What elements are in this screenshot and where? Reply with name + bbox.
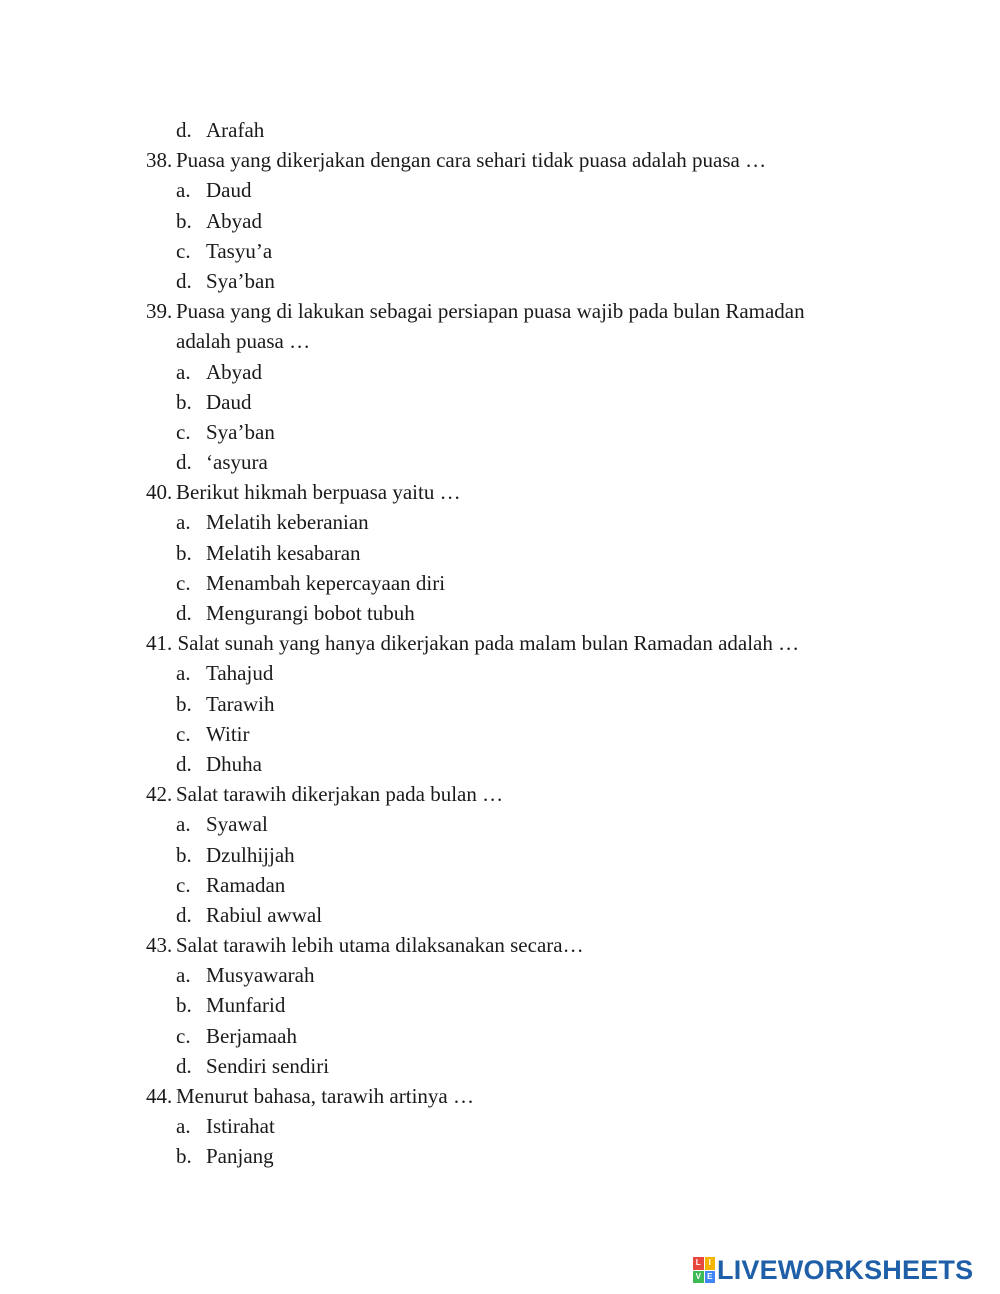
option-letter: d. [176,118,192,142]
question-text: Salat tarawih lebih utama dilaksanakan secara… [176,933,584,958]
logo-mark-letter: V [693,1271,704,1284]
option-letter: d. [176,902,192,927]
option-text: Syawal [206,812,268,837]
worksheet-page [0,115,1000,1172]
option-42-c [0,870,1000,900]
option-text: Melatih keberanian [206,510,369,535]
option-41-a [0,658,1000,688]
option-text: Tahajud [206,661,274,686]
option-39-b [0,387,1000,417]
question-number: 43. [146,933,173,958]
option-text: Sya’ban [206,268,275,293]
option-text: Dzulhijjah [206,842,295,867]
liveworksheets-logo[interactable] [693,1255,973,1285]
option-43-d [0,1051,1000,1081]
option-text: Berjamaah [206,1023,297,1048]
option-38-c [0,236,1000,266]
option-41-c [0,719,1000,749]
option-text: Tarawih [206,691,275,716]
question-number: 44. [146,1084,173,1108]
option-letter: a. [176,359,191,384]
option-letter: a. [176,963,191,988]
option-letter: d. [176,450,192,475]
question-41 [0,628,1000,658]
option-text: Ramadan [206,872,286,897]
question-number: 41. [146,631,173,656]
option-text: Dhuha [206,751,262,776]
question-text: Puasa yang di lakukan sebagai persiapan puasa wajib pada bulan Ramadan [176,299,805,324]
question-text: Puasa yang dikerjakan dengan cara sehari tidak puasa adalah puasa … [176,148,767,173]
option-letter: d. [176,751,192,776]
question-number: 39. [146,299,173,324]
logo-mark-letter: L [693,1257,704,1270]
option-40-a [0,507,1000,537]
option-42-b [0,840,1000,870]
option-text: Witir [206,721,250,746]
option-39-c [0,417,1000,447]
option-43-a [0,960,1000,990]
option-text: Mengurangi bobot tubuh [206,601,415,625]
question-text: Salat tarawih dikerjakan pada bulan … [176,782,504,807]
question-39 [0,296,1000,326]
option-text: Tasyu’a [206,238,273,263]
option-letter: b. [176,540,192,565]
option-letter: c. [176,419,191,444]
liveworksheets-wordmark: LIVEWORKSHEETS [717,1254,974,1285]
option-42-d [0,900,1000,930]
option-38-a [0,175,1000,205]
option-letter: a. [176,1114,191,1139]
option-text: Menambah kepercayaan diri [206,570,446,595]
option-44-b [0,1141,1000,1171]
logo-mark-letter: E [705,1271,716,1284]
option-letter: c. [176,238,191,263]
question-number: 42. [146,782,173,807]
option-letter: a. [176,661,191,686]
option-d-prev [0,115,1000,145]
question-42 [0,779,1000,809]
option-text: Istirahat [206,1114,275,1139]
option-letter: b. [176,993,192,1018]
option-40-d [0,598,1000,628]
option-42-a [0,809,1000,839]
logo-mark-letter: I [705,1257,716,1270]
option-text: Daud [206,389,252,414]
option-40-b [0,538,1000,568]
option-text: Abyad [206,208,262,233]
liveworksheets-logo-icon [693,1257,715,1283]
option-letter: b. [176,691,192,716]
option-letter: a. [176,510,191,535]
option-letter: b. [176,1144,192,1169]
option-text: Sya’ban [206,419,275,444]
option-letter: a. [176,812,191,837]
question-text: Berikut hikmah berpuasa yaitu … [176,480,461,505]
option-43-b [0,990,1000,1020]
question-44 [0,1081,1000,1111]
option-41-d [0,749,1000,779]
option-letter: c. [176,721,191,746]
option-text: Arafah [206,118,265,142]
option-44-a [0,1111,1000,1141]
option-text: Abyad [206,359,262,384]
question-40 [0,477,1000,507]
question-text: Salat sunah yang hanya dikerjakan pada malam bulan Ramadan adalah … [172,631,800,656]
question-number: 40. [146,480,173,505]
option-40-c [0,568,1000,598]
option-text: ‘asyura [206,450,268,475]
option-letter: d. [176,601,192,625]
option-38-b [0,206,1000,236]
option-41-b [0,689,1000,719]
option-letter: d. [176,268,192,293]
option-letter: b. [176,208,192,233]
option-text: Panjang [206,1144,274,1169]
question-number: 38. [146,148,173,173]
option-38-d [0,266,1000,296]
option-text: Musyawarah [206,963,315,988]
option-text: Rabiul awwal [206,902,323,927]
option-letter: b. [176,842,192,867]
option-text: Melatih kesabaran [206,540,361,565]
question-39-continuation: adalah puasa … [176,329,311,354]
option-43-c [0,1021,1000,1051]
question-43 [0,930,1000,960]
question-38 [0,145,1000,175]
option-letter: b. [176,389,192,414]
option-text: Sendiri sendiri [206,1053,330,1078]
option-text: Daud [206,178,252,203]
option-letter: d. [176,1053,192,1078]
option-39-d [0,447,1000,477]
option-letter: c. [176,1023,191,1048]
option-text: Munfarid [206,993,286,1018]
question-text: Menurut bahasa, tarawih artinya … [176,1084,474,1108]
option-letter: c. [176,872,191,897]
option-letter: c. [176,570,191,595]
option-39-a [0,357,1000,387]
option-letter: a. [176,178,191,203]
